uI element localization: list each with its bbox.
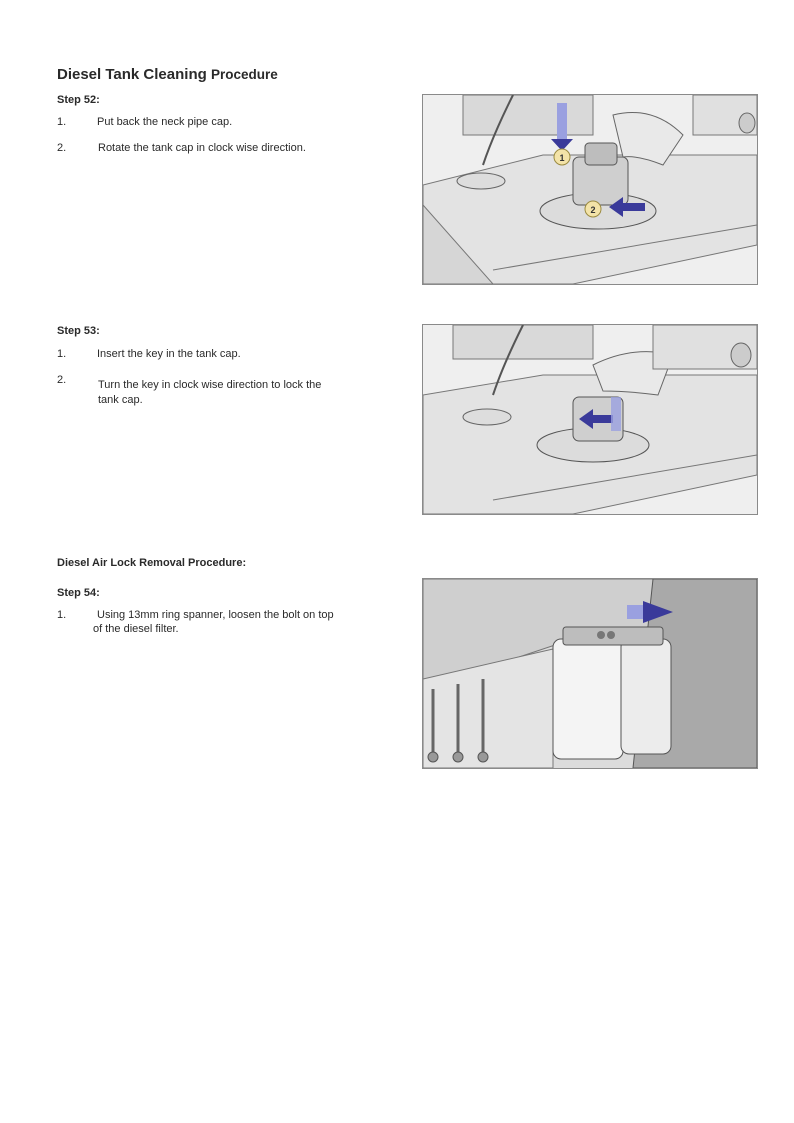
section-title-air-lock: Diesel Air Lock Removal Procedure: [57,557,247,569]
step-53-item-2-num: 2. [57,374,67,386]
title-suffix: Procedure [210,67,278,82]
step-53-item-1-text: Insert the key in the tank cap. [97,348,241,360]
step-52-item-1-text: Put back the neck pipe cap. [97,116,233,128]
step-54-item-1-num: 1. [57,609,67,621]
step-53-illustration [422,324,758,515]
title-main: Diesel Tank Cleaning [57,66,207,83]
step-52-item-2-text: Rotate the tank cap in clock wise direction. [98,142,306,154]
step-52-illustration [422,94,758,285]
callout-2: 2 [590,205,596,215]
step-54-item-1-text-line-2: of the diesel filter. [93,623,179,635]
step-52-item-1-num: 1. [57,116,67,128]
step-53-item-1-num: 1. [57,348,67,360]
step-54-label: Step 54: [57,587,100,599]
step-53-label: Step 53: [57,325,100,337]
step-54-item-1-text-line-1: Using 13mm ring spanner, loosen the bolt on top [97,609,334,621]
step-53-item-2-text-line-1: Turn the key in clock wise direction to lock the [98,379,322,391]
step-54-illustration [422,578,758,769]
page-title [57,66,278,83]
step-52-label: Step 52: [57,94,100,106]
step-52-item-2-num: 2. [57,142,67,154]
step-53-item-2-text-line-2: tank cap. [98,394,143,406]
down-arrow-shaft [557,103,567,141]
callout-1: 1 [559,153,565,163]
loosen-arrow-shaft [627,605,643,619]
